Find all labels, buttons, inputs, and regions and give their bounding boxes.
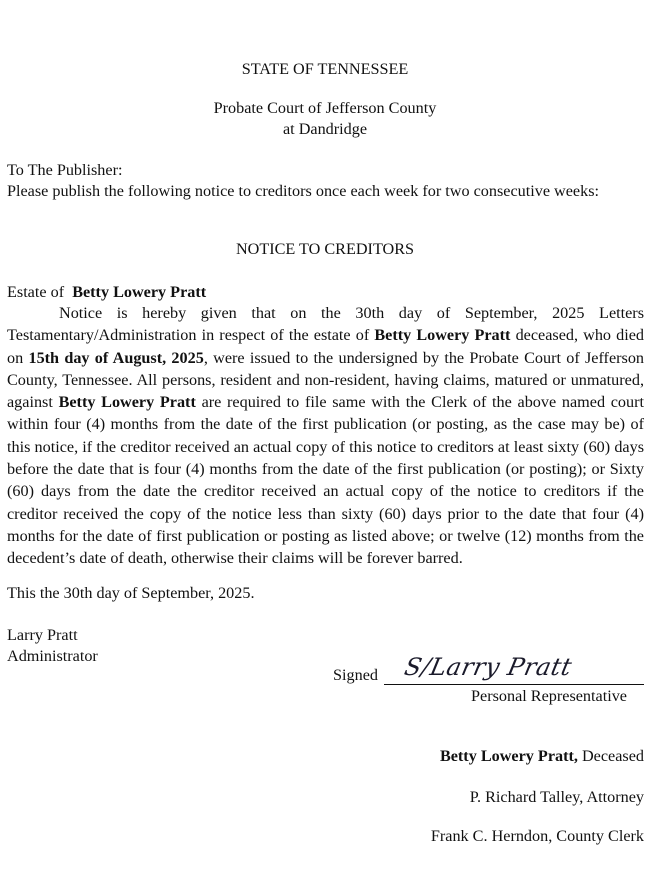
notice-body xyxy=(7,302,644,570)
estate-prefix: Estate of xyxy=(7,283,65,301)
deceased-line xyxy=(440,745,644,767)
body-name-1: Betty Lowery Pratt xyxy=(374,326,511,345)
body-part-3: , were issued to the undersigned by the Probate Court of Jefferson County, Tennessee. All persons, resident and non-resident, having claims, matured or unmatured, against xyxy=(7,348,645,412)
handwritten-signature: S/Larry Pratt xyxy=(402,653,575,681)
body-part-1: Notice is hereby given that on the 30th day of September, 2025 Letters Testamentary/Administration in respect of the estate of xyxy=(7,304,644,345)
attorney-line: P. Richard Talley, Attorney xyxy=(469,788,644,806)
body-death-date: 15th day of August, 2025 xyxy=(28,348,204,367)
deceased-name: Betty Lowery Pratt, xyxy=(439,747,578,765)
signature-role: Personal Representative xyxy=(471,687,627,705)
deceased-suffix: Deceased xyxy=(581,747,644,765)
body-part-2: deceased, who died on xyxy=(7,326,645,367)
estate-name: Betty Lowery Pratt xyxy=(72,283,207,301)
clerk-line: Frank C. Herndon, County Clerk xyxy=(430,827,644,845)
estate-line xyxy=(7,281,206,303)
court-heading: Probate Court of Jefferson County xyxy=(213,99,437,117)
body-name-2: Betty Lowery Pratt xyxy=(58,393,196,412)
signed-label: Signed xyxy=(333,666,378,684)
court-location: at Dandridge xyxy=(282,120,368,138)
publisher-request: Please publish the following notice to creditors once each week for two consecutive weeks: xyxy=(7,182,600,200)
administrator-title: Administrator xyxy=(7,647,98,665)
administrator-name: Larry Pratt xyxy=(7,626,78,644)
publisher-salutation: To The Publisher: xyxy=(7,161,123,179)
notice-title: NOTICE TO CREDITORS xyxy=(235,240,415,258)
dated-line: This the 30th day of September, 2025. xyxy=(7,584,255,602)
body-part-4: are required to file same with the Clerk of the above named court within four (4) months from the date of the first publication (or posting, as the case may be) of this notice, if the creditor received an actual copy of this notice to creditors at least sixty (60) days before the date that is four (4) months from the date of the first publication (or posting); or Sixty (60) days from the date the creditor received an actual copy of the notice to creditors if the creditor received the copy of the notice less than sixty (60) days prior to the date that four (4) months for the date of first publication or posting as listed above; or twelve (12) months from the decedent’s date of death, otherwise their claims will be forever barred. xyxy=(7,393,645,568)
state-heading: STATE OF TENNESSEE xyxy=(241,60,409,78)
